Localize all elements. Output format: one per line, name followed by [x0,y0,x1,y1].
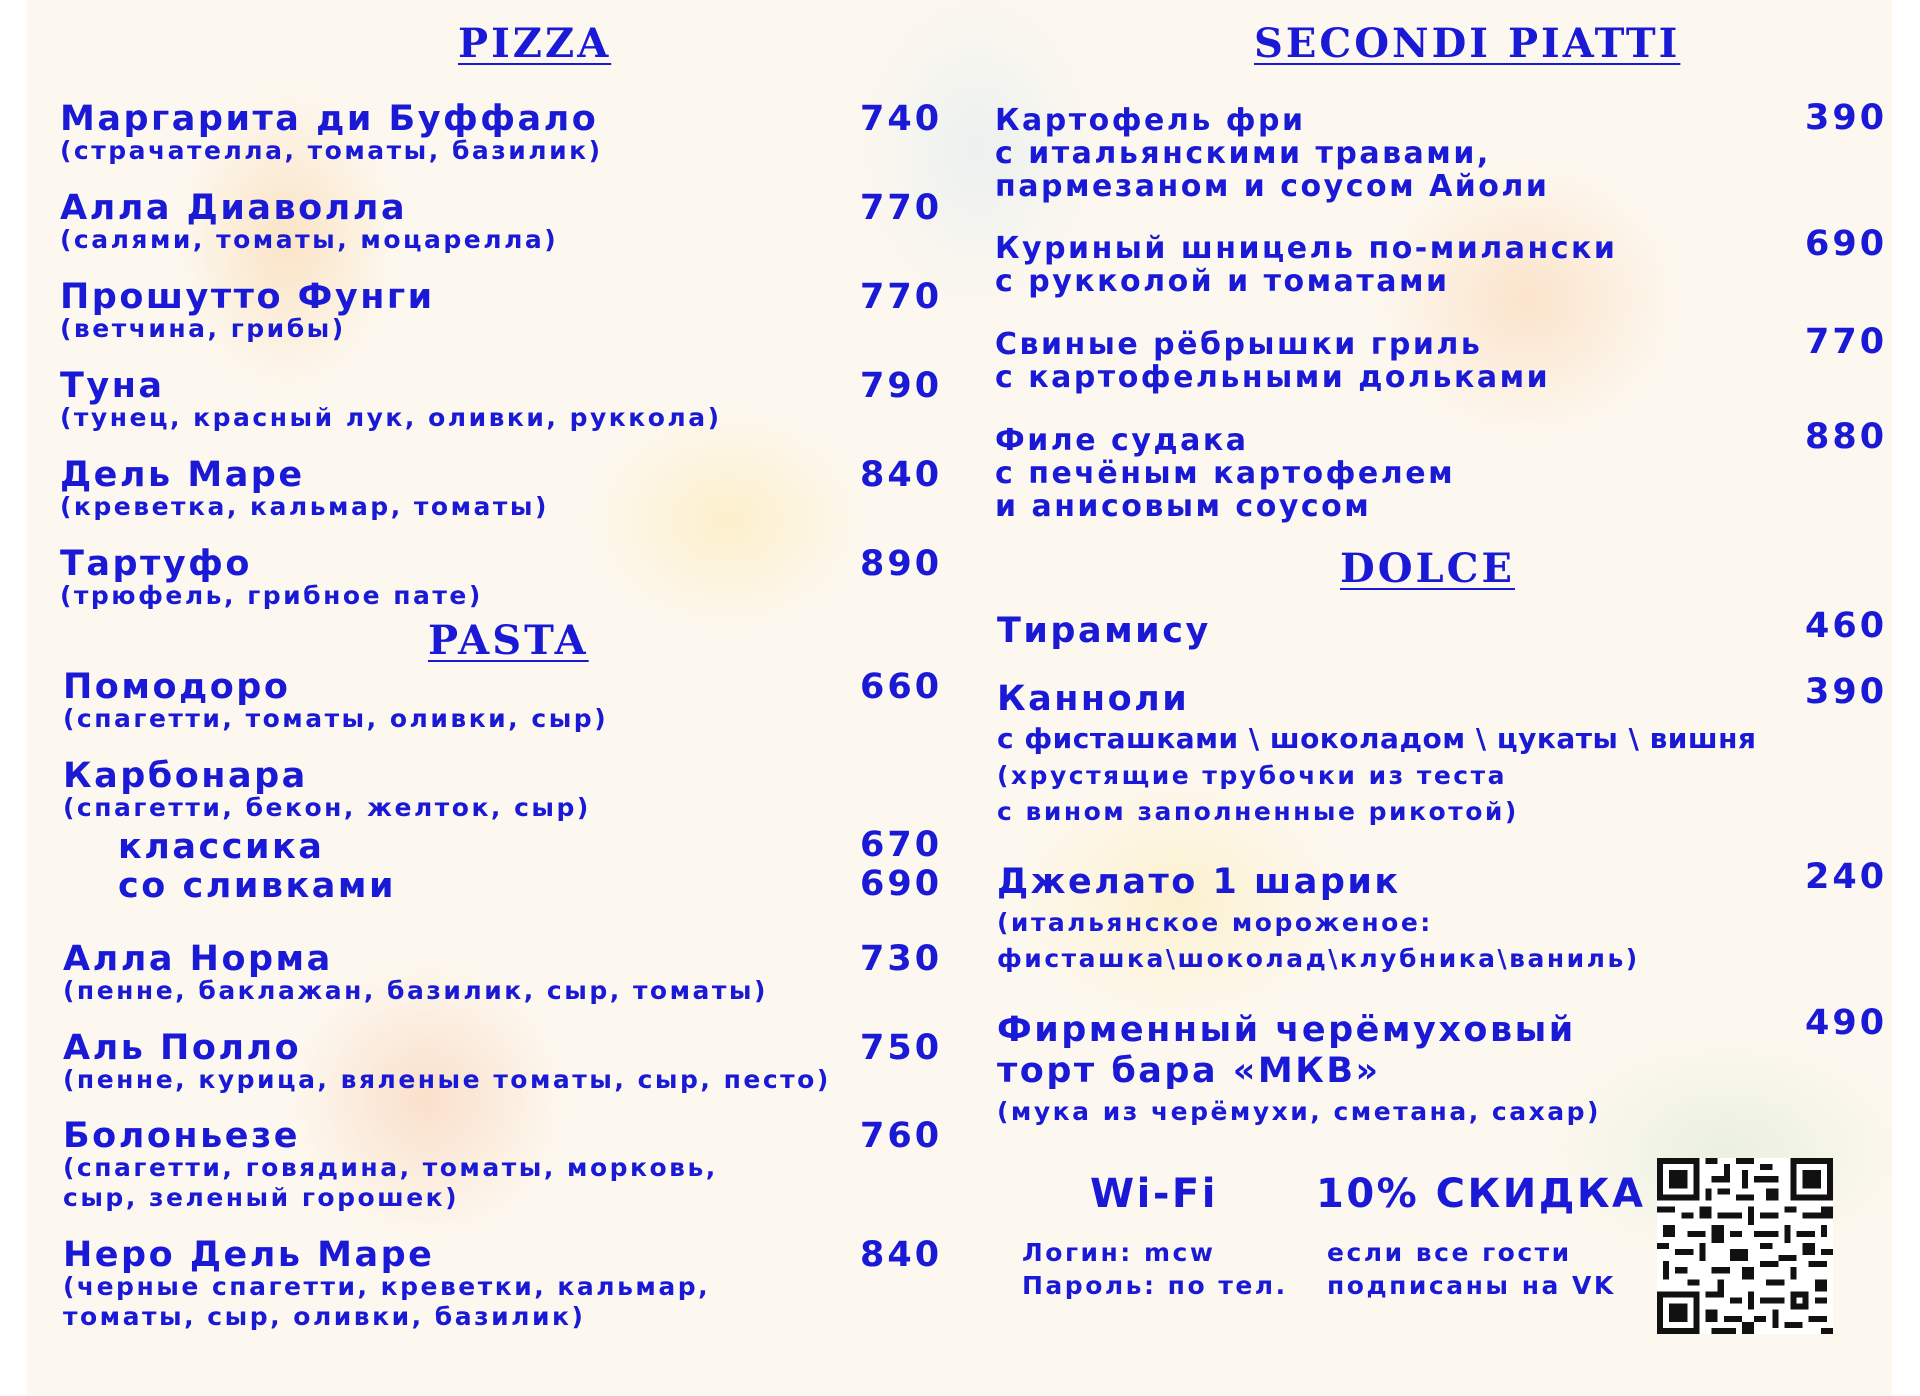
pasta-item-desc: (черные спагетти, креветки, кальмар, [63,1272,711,1301]
pizza-item-name: Тартуфо [60,544,252,584]
dolce-item-price: 390 [1805,672,1888,712]
dolce-item-desc: с вином заполненные рикотой) [997,797,1519,826]
pasta-item-name: Болоньезе [63,1116,301,1156]
pasta-variant-label: со сливками [118,866,397,906]
qr-code[interactable] [1657,1158,1833,1334]
pizza-item-price: 790 [860,366,943,406]
dolce-item-name: торт бара «МКВ» [997,1051,1381,1091]
wifi-login: Логин: mcw [1022,1238,1216,1267]
pizza-item-price: 840 [860,455,943,495]
pizza-item-price: 740 [860,99,943,139]
pasta-item-desc: сыр, зеленый горошек) [63,1183,460,1212]
secondi-item-line: с печёным картофелем [995,456,1456,491]
pizza-item-name: Туна [60,366,165,406]
pizza-item-desc: (тунец, красный лук, оливки, руккола) [60,403,722,432]
dolce-item-desc: (мука из черёмухи, сметана, сахар) [997,1097,1601,1126]
pizza-item-name: Маргарита ди Буффало [60,99,599,139]
wifi-title: Wi-Fi [1090,1171,1218,1217]
pizza-item-price: 770 [860,277,943,317]
pizza-item-desc: (салями, томаты, моцарелла) [60,225,559,254]
dolce-item-name: Фирменный черёмуховый [997,1010,1576,1050]
pasta-variant-price: 690 [860,864,943,904]
discount-title: 10% СКИДКА [1316,1171,1646,1217]
dolce-item-desc: с фисташками \ шоколадом \ цукаты \ вишня [997,722,1757,755]
pasta-item-price: 840 [860,1235,943,1275]
pizza-title: PIZZA [458,20,612,67]
pasta-item-desc: (спагетти, говядина, томаты, морковь, [63,1153,718,1182]
secondi-item-line: и анисовым соусом [995,489,1372,524]
discount-text: если все гости [1327,1238,1572,1267]
secondi-item-price: 390 [1805,98,1888,138]
dolce-item-price: 460 [1805,606,1888,646]
pasta-item-name: Помодоро [63,667,291,707]
dolce-item-desc: (итальянское мороженое: [997,908,1433,937]
pasta-item-price: 660 [860,667,943,707]
secondi-item-price: 690 [1805,224,1888,264]
dolce-title: DOLCE [1340,545,1515,592]
pasta-item-name: Неро Дель Маре [63,1235,435,1275]
secondi-item-line: Свиные рёбрышки гриль [995,327,1483,362]
pasta-item-price: 730 [860,939,943,979]
pizza-item-desc: (ветчина, грибы) [60,314,346,343]
pasta-item-name: Аль Полло [63,1028,302,1068]
secondi-item-line: Филе судака [995,423,1249,458]
pizza-item-desc: (страчателла, томаты, базилик) [60,136,603,165]
secondi-item-price: 770 [1805,322,1888,362]
pasta-item-desc: (пенне, баклажан, базилик, сыр, томаты) [63,976,768,1005]
secondi-item-line: Картофель фри [995,103,1306,138]
dolce-item-name: Джелато 1 шарик [997,862,1401,902]
pizza-item-price: 890 [860,544,943,584]
wifi-password: Пароль: по тел. [1022,1271,1288,1300]
dolce-item-name: Канноли [997,679,1190,719]
pasta-item-price: 760 [860,1116,943,1156]
pizza-item-desc: (креветка, кальмар, томаты) [60,492,549,521]
dolce-item-name: Тирамису [997,611,1211,651]
secondi-item-line: с итальянскими травами, [995,136,1491,171]
pasta-item-desc: томаты, сыр, оливки, базилик) [63,1302,586,1331]
dolce-item-price: 490 [1805,1003,1888,1043]
dolce-item-price: 240 [1805,857,1888,897]
secondi-title: SECONDI PIATTI [1254,20,1681,67]
pizza-item-price: 770 [860,188,943,228]
pizza-item-name: Прошутто Фунги [60,277,435,317]
pasta-item-name: Карбонара [63,756,308,796]
pasta-item-desc: (пенне, курица, вяленые томаты, сыр, песто) [63,1065,831,1094]
secondi-item-line: Куриный шницель по-милански [995,231,1618,266]
dolce-item-desc: (хрустящие трубочки из теста [997,761,1507,790]
pizza-item-name: Дель Маре [60,455,305,495]
secondi-item-line: с картофельными дольками [995,360,1551,395]
secondi-item-price: 880 [1805,417,1888,457]
pasta-item-name: Алла Норма [63,939,333,979]
dolce-item-desc: фисташка\шоколад\клубника\ваниль) [997,944,1640,973]
discount-text: подписаны на VK [1327,1271,1616,1300]
pasta-title: PASTA [428,617,589,664]
pasta-item-price: 750 [860,1028,943,1068]
pizza-item-desc: (трюфель, грибное пате) [60,581,483,610]
pasta-item-desc: (спагетти, бекон, желток, сыр) [63,793,591,822]
pizza-item-name: Алла Диаволла [60,188,408,228]
pasta-item-desc: (спагетти, томаты, оливки, сыр) [63,704,609,733]
secondi-item-line: с рукколой и томатами [995,264,1450,299]
secondi-item-line: пармезаном и соусом Айоли [995,169,1550,204]
pasta-variant-label: классика [118,827,325,867]
pasta-variant-price: 670 [860,825,943,865]
